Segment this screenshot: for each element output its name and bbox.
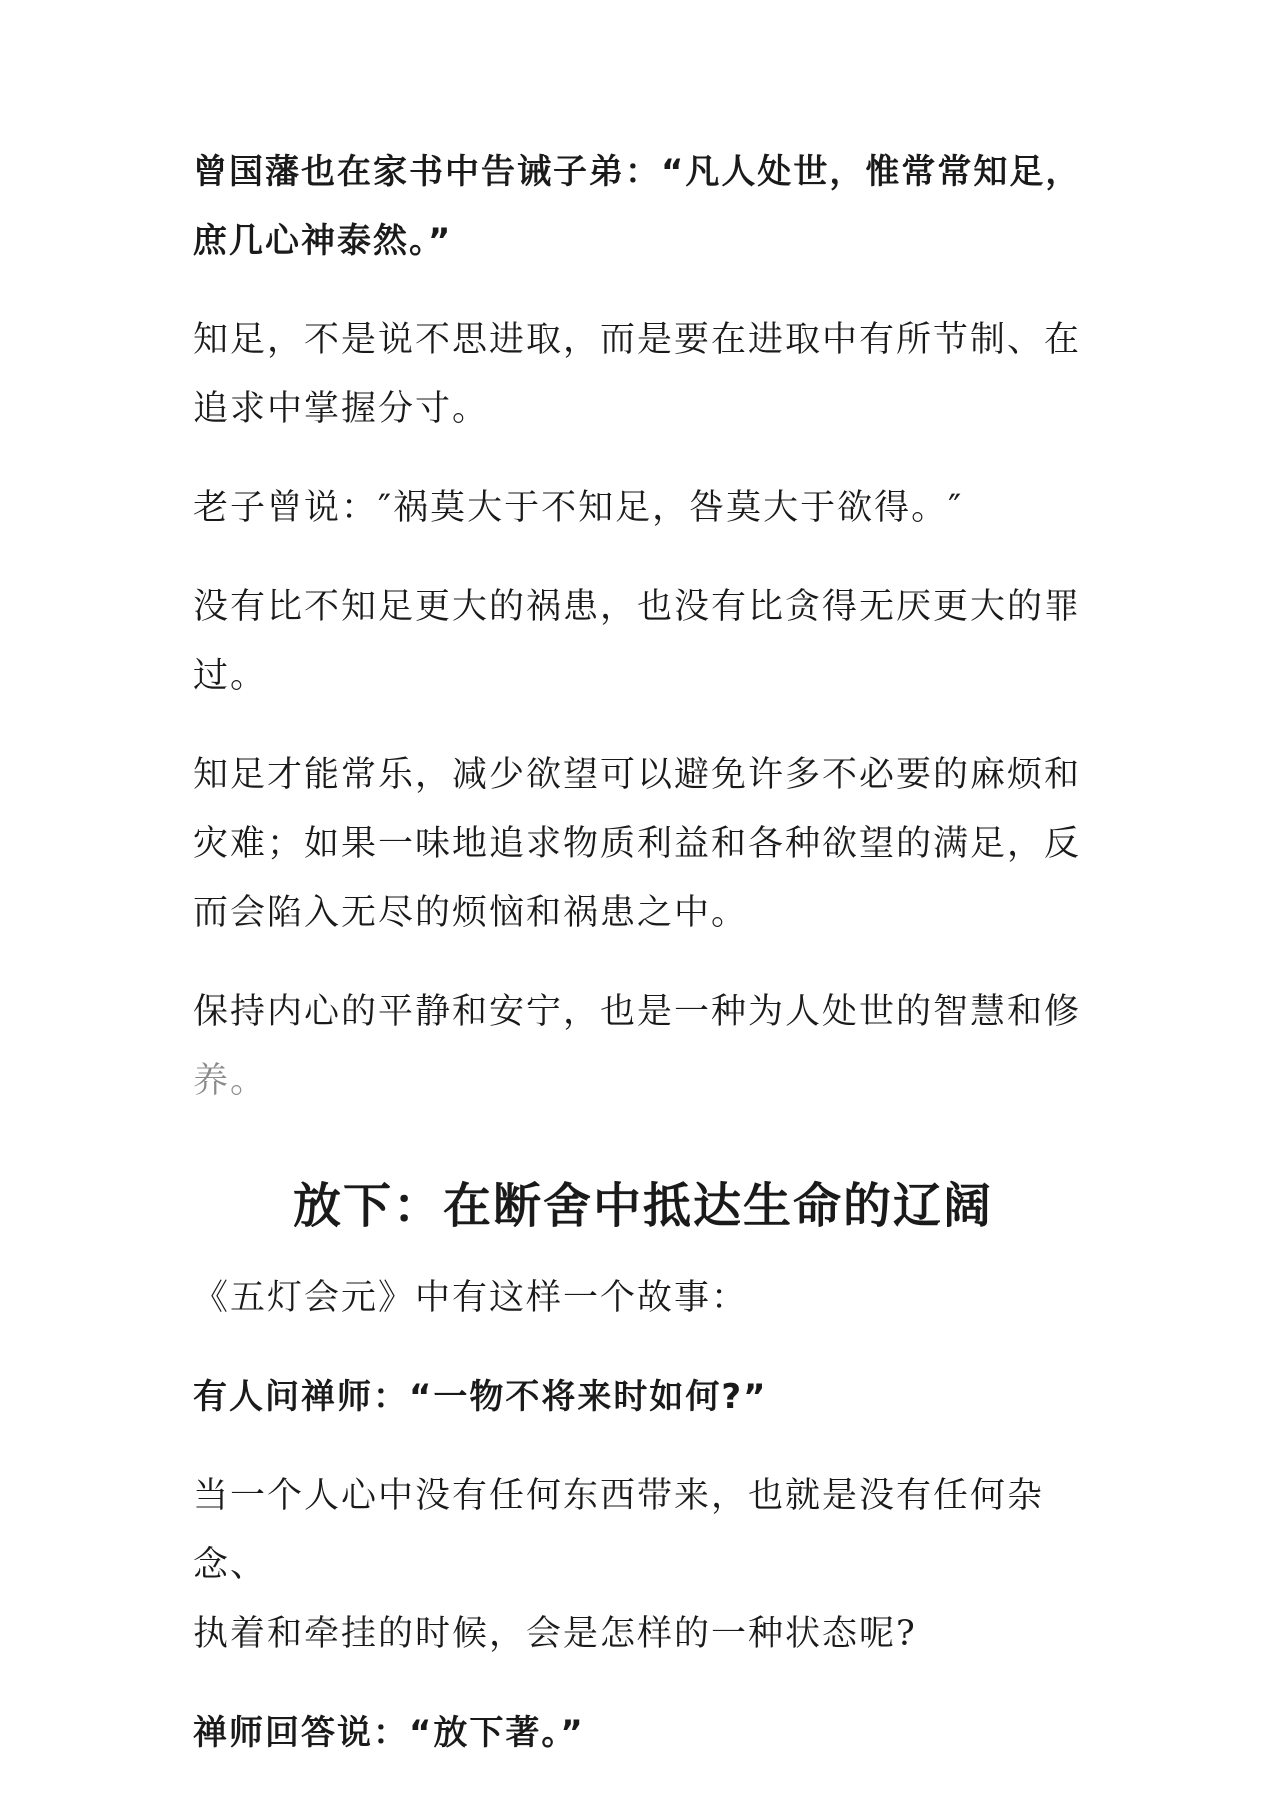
paragraph-explanation-line1: 当一个人心中没有任何东西带来，也就是没有任何杂念、 [193, 1476, 1045, 1585]
paragraph-happiness-line1: 知足才能常乐，减少欲望可以避免许多不必要的麻烦和 [193, 755, 1082, 795]
section-heading: 放下：在断舍中抵达生命的辽阔 [292, 1178, 993, 1234]
paragraph-happiness-line2: 灾难；如果一味地追求物质利益和各种欲望的满足，反 [193, 824, 1082, 864]
paragraph-quote-zeng-line2: 庶几心神泰然。” [193, 221, 453, 261]
paragraph-peace-line2: 养。 [193, 1061, 268, 1101]
paragraph-greed-line1: 没有比不知足更大的祸患，也没有比贪得无厌更大的罪 [193, 587, 1082, 627]
document-body [193, 138, 1093, 1768]
paragraph-peace-line1: 保持内心的平静和安宁，也是一种为人处世的智慧和修 [193, 992, 1082, 1032]
paragraph-contentment-line1: 知足，不是说不思进取，而是要在进取中有所节制、在 [193, 320, 1082, 360]
paragraph-answer: 禅师回答说：“放下著。” [193, 1713, 585, 1753]
paragraph-contentment-line2: 追求中掌握分寸。 [193, 389, 490, 429]
paragraph-happiness-line3: 而会陷入无尽的烦恼和祸患之中。 [193, 893, 749, 933]
paragraph-wudeng-intro: 《五灯会元》中有这样一个故事： [193, 1278, 749, 1318]
paragraph-question: 有人问禅师：“一物不将来时如何?” [193, 1377, 768, 1417]
paragraph-laozi-quote: 老子曾说：″祸莫大于不知足，咎莫大于欲得。″ [193, 488, 964, 528]
paragraph-explanation-line2: 执着和牵挂的时候，会是怎样的一种状态呢? [193, 1614, 917, 1654]
paragraph-greed-line2: 过。 [193, 656, 268, 696]
paragraph-quote-zeng-line1: 曾国藩也在家书中告诫子弟：“凡人处世，惟常常知足， [193, 152, 1082, 192]
